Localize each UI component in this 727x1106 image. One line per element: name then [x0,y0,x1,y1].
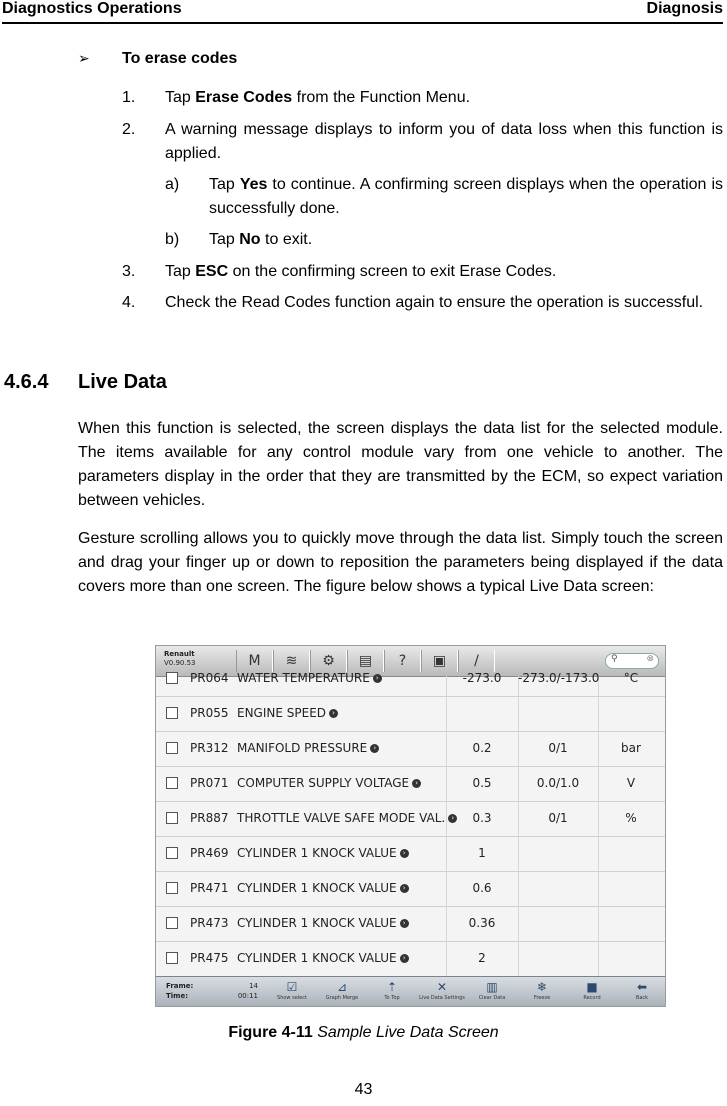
parameter-code: PR064 [190,671,229,685]
record-icon: ■ [586,980,598,994]
live-data-paragraph: When this function is selected, the screen displays the data list for the selected module. The items available for any control module vary from one vehicle to another. The parameters display in the order that they are transmitted by the ECM, so expect variation between vehicles. [78,420,723,509]
info-icon[interactable]: › [400,919,409,928]
vehicle-icon[interactable]: ≋ [273,650,310,672]
header-section: Diagnosis [646,0,723,17]
parameter-name: THROTTLE VALVE SAFE MODE VAL. › [237,811,457,825]
record-button[interactable] [564,979,620,1001]
table-row[interactable] [156,941,665,977]
button-label: Graph Merge [325,995,359,1001]
page-number: 43 [354,1081,373,1098]
substep-letter: b) [165,231,180,248]
graph-button[interactable] [314,979,370,1001]
info-icon[interactable]: › [329,709,338,718]
back-icon: ⬅ [636,980,648,994]
step-1: Tap Erase Codes from the Function Menu. [165,89,471,106]
parameter-range: 0.0/1.0 [536,776,580,790]
parameter-name: CYLINDER 1 KNOCK VALUE › [237,916,409,930]
checkbox[interactable] [166,917,178,929]
parameter-code: PR469 [190,846,229,860]
header-chapter: Diagnostics Operations [2,0,182,17]
parameter-code: PR471 [190,881,229,895]
parameter-code: PR312 [190,741,229,755]
section-number: 4.6.4 [4,371,49,393]
parameter-name: CYLINDER 1 KNOCK VALUE › [237,846,409,860]
button-label: Live Data Settings [419,995,465,1001]
to-top-icon: ⇡ [386,980,398,994]
table-row[interactable] [156,661,665,697]
edit-icon[interactable]: / [458,650,495,672]
trash-button[interactable] [464,979,520,1001]
parameter-code: PR055 [190,706,229,720]
parameter-value: 0.2 [472,741,492,755]
parameter-code: PR473 [190,916,229,930]
parameter-range: 0/1 [548,741,568,755]
button-label: To Top [384,995,400,1001]
section-heading [4,371,167,394]
checkbox-button[interactable] [264,979,320,1001]
info-icon[interactable]: › [400,954,409,963]
parameter-name: ENGINE SPEED › [237,706,338,720]
info-icon[interactable]: › [400,884,409,893]
step-number: 1. [122,89,136,106]
checkbox[interactable] [166,812,178,824]
substep-a: Tap Yes to continue. A confirming screen displays when the operation is successfully done. [209,176,723,217]
section-title: Live Data [78,371,167,393]
table-row[interactable] [156,696,665,732]
data-list[interactable] [156,665,665,976]
gesture-paragraph: Gesture scrolling allows you to quickly move through the data list. Simply touch the screen and drag your finger up or down to reposition the parameters being displayed if the data covers more than one screen. The figure below shows a typical Live Data screen: [78,530,723,595]
parameter-value: 0.5 [472,776,492,790]
step-4: Check the Read Codes function again to ensure the operation is successful. [165,294,704,311]
arrow-bullet-icon: ➢ [78,50,90,66]
settings-icon[interactable]: ⚙ [310,650,347,672]
table-row[interactable] [156,801,665,837]
step-number: 3. [122,263,136,280]
substep-letter: a) [165,176,180,193]
vehicle-brand: Renault V0.90.53 [164,650,196,667]
info-icon[interactable]: › [400,849,409,858]
home-icon[interactable]: M [236,650,273,672]
help-icon[interactable]: ? [384,650,421,672]
search-icon: ⚲ [611,654,618,664]
checkbox[interactable] [166,777,178,789]
to-top-button[interactable] [364,979,420,1001]
figure-caption: Figure 4-11 Sample Live Data Screen [228,1024,499,1041]
freeze-button[interactable] [514,979,570,1001]
parameter-name: COMPUTER SUPPLY VOLTAGE › [237,776,421,790]
parameter-code: PR071 [190,776,229,790]
step-2: A warning message displays to inform you of data loss when this function is applied. [165,121,723,162]
button-label: Clear Data [478,995,506,1001]
parameter-name: MANIFOLD PRESSURE › [237,741,379,755]
bottom-toolbar [156,976,665,1007]
frame-time-labels: Frame: Time: [166,982,194,1000]
substep-b: Tap No to exit. [209,231,313,248]
tools-button[interactable] [414,979,470,1001]
parameter-value: 1 [478,846,486,860]
parameter-name: CYLINDER 1 KNOCK VALUE › [237,881,409,895]
checkbox[interactable] [166,742,178,754]
info-icon[interactable]: › [412,779,421,788]
back-button[interactable] [614,979,666,1001]
table-row[interactable] [156,836,665,872]
info-icon[interactable]: › [448,814,457,823]
parameter-value: 0.3 [472,811,492,825]
page-header [2,0,723,24]
parameter-range: 0/1 [548,811,568,825]
parameter-name: WATER TEMPERATURE › [237,671,382,685]
freeze-icon: ❄ [536,980,548,994]
frame-time-values: 14 00:11 [237,982,258,1000]
table-row[interactable] [156,766,665,802]
table-row[interactable] [156,871,665,907]
print-icon[interactable]: ▤ [347,650,384,672]
parameter-name: CYLINDER 1 KNOCK VALUE › [237,951,409,965]
table-row[interactable] [156,731,665,767]
parameter-value: 0.6 [472,881,492,895]
parameter-unit: bar [621,741,641,755]
clear-icon[interactable]: ⊗ [646,654,654,664]
parameter-code: PR887 [190,811,229,825]
step-number: 4. [122,294,136,311]
save-icon[interactable]: ▣ [421,650,458,672]
button-label: Back [635,995,649,1001]
checkbox[interactable] [166,672,178,684]
parameter-value: -273.0 [462,671,502,685]
tools-icon: ✕ [436,980,448,994]
parameter-value: 0.36 [468,916,496,930]
live-data-screenshot [155,645,666,1007]
graph-icon: ⊿ [336,980,348,994]
button-label: Record [583,995,601,1001]
checkbox[interactable] [166,707,178,719]
parameter-value: 2 [478,951,486,965]
erase-codes-heading: To erase codes [122,50,238,67]
parameter-unit: V [626,776,636,790]
info-icon[interactable]: › [370,744,379,753]
checkbox[interactable] [166,952,178,964]
checkbox[interactable] [166,882,178,894]
parameter-code: PR475 [190,951,229,965]
info-icon[interactable]: › [373,674,382,683]
button-label: Freeze [533,995,551,1001]
trash-icon: ▥ [486,980,498,994]
parameter-unit: % [625,811,637,825]
step-3: Tap ESC on the confirming screen to exit Erase Codes. [165,263,557,280]
checkbox[interactable] [166,847,178,859]
parameter-range: -273.0/-173.0 [518,671,600,685]
parameter-unit: °C [623,671,639,685]
step-number: 2. [122,121,136,138]
button-label: Show select [277,995,307,1001]
checkbox-icon: ☑ [286,980,298,994]
table-row[interactable] [156,906,665,942]
